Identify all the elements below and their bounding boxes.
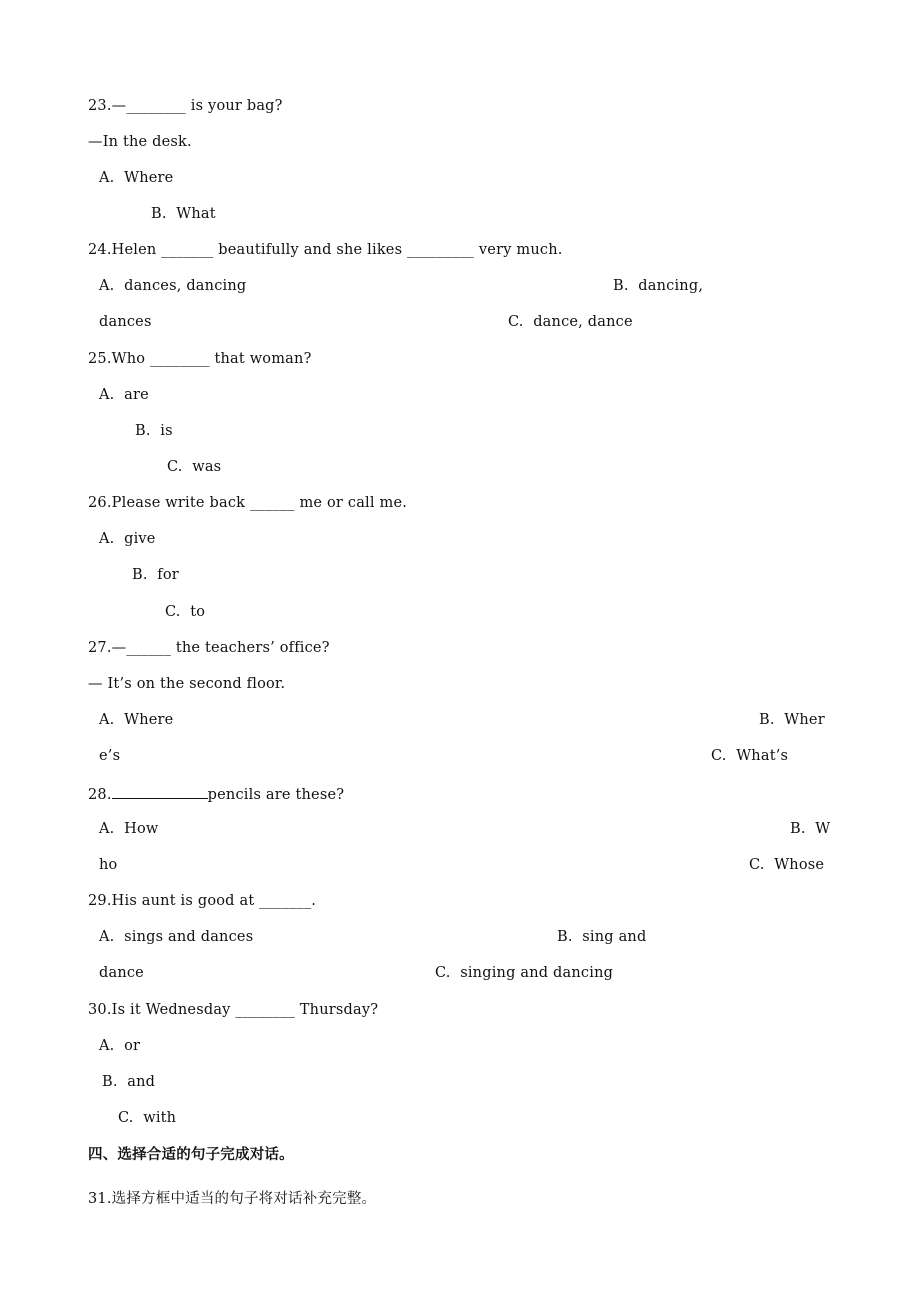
question-31-stem: 31.选择方框中适当的句子将对话补充完整。 (88, 1191, 377, 1207)
question-25-option-a: A. are (99, 387, 149, 403)
question-26-option-a: A. give (99, 531, 156, 547)
question-30-option-b: B. and (102, 1074, 156, 1090)
question-30-option-c: C. with (118, 1110, 177, 1126)
question-27-option-c: C. What’s (711, 748, 789, 764)
question-27-stem: 27.—______ the teachers’ office? (88, 640, 330, 656)
question-23-option-b: B. What (151, 206, 216, 222)
question-28-option-b-continued: ho (99, 857, 118, 873)
question-29-option-b: B. sing and (557, 929, 647, 945)
question-28-stem-text: pencils are these? (207, 787, 345, 803)
question-27-option-b: B. Wher (759, 712, 825, 728)
question-24-option-b: B. dancing, (613, 278, 704, 294)
question-25-stem: 25.Who ________ that woman? (88, 351, 312, 367)
question-26-option-b: B. for (132, 567, 179, 583)
question-26-stem: 26.Please write back ______ me or call me. (88, 495, 408, 511)
question-23-stem: 23.—________ is your bag? (88, 98, 283, 114)
question-28-stem (88, 784, 344, 804)
question-27-answer-line: — It’s on the second floor. (88, 676, 286, 692)
question-23-option-a: A. Where (99, 170, 174, 186)
question-27-option-a: A. Where (99, 712, 174, 728)
question-28-option-b: B. W (790, 821, 831, 837)
question-24-option-b-continued: dances (99, 314, 152, 330)
question-29-option-c: C. singing and dancing (435, 965, 614, 981)
question-24-option-c: C. dance, dance (508, 314, 633, 330)
question-23-answer-line: —In the desk. (88, 134, 192, 150)
question-29-option-a: A. sings and dances (99, 929, 254, 945)
question-28-blank (112, 784, 208, 799)
question-28-option-c: C. Whose (749, 857, 825, 873)
question-30-option-a: A. or (99, 1038, 141, 1054)
question-25-option-b: B. is (135, 423, 173, 439)
question-30-stem: 30.Is it Wednesday ________ Thursday? (88, 1002, 379, 1018)
question-24-option-a: A. dances, dancing (99, 278, 247, 294)
question-25-option-c: C. was (167, 459, 222, 475)
question-24-stem: 24.Helen _______ beautifully and she likes _________ very much. (88, 242, 563, 258)
question-29-option-b-continued: dance (99, 965, 144, 981)
question-29-stem: 29.His aunt is good at _______. (88, 893, 317, 909)
question-26-option-c: C. to (165, 604, 206, 620)
section-heading: 四、选择合适的句子完成对话。 (88, 1147, 294, 1163)
question-28-option-a: A. How (99, 821, 159, 837)
question-28-number: 28. (88, 787, 112, 803)
question-27-option-b-continued: e’s (99, 748, 121, 764)
